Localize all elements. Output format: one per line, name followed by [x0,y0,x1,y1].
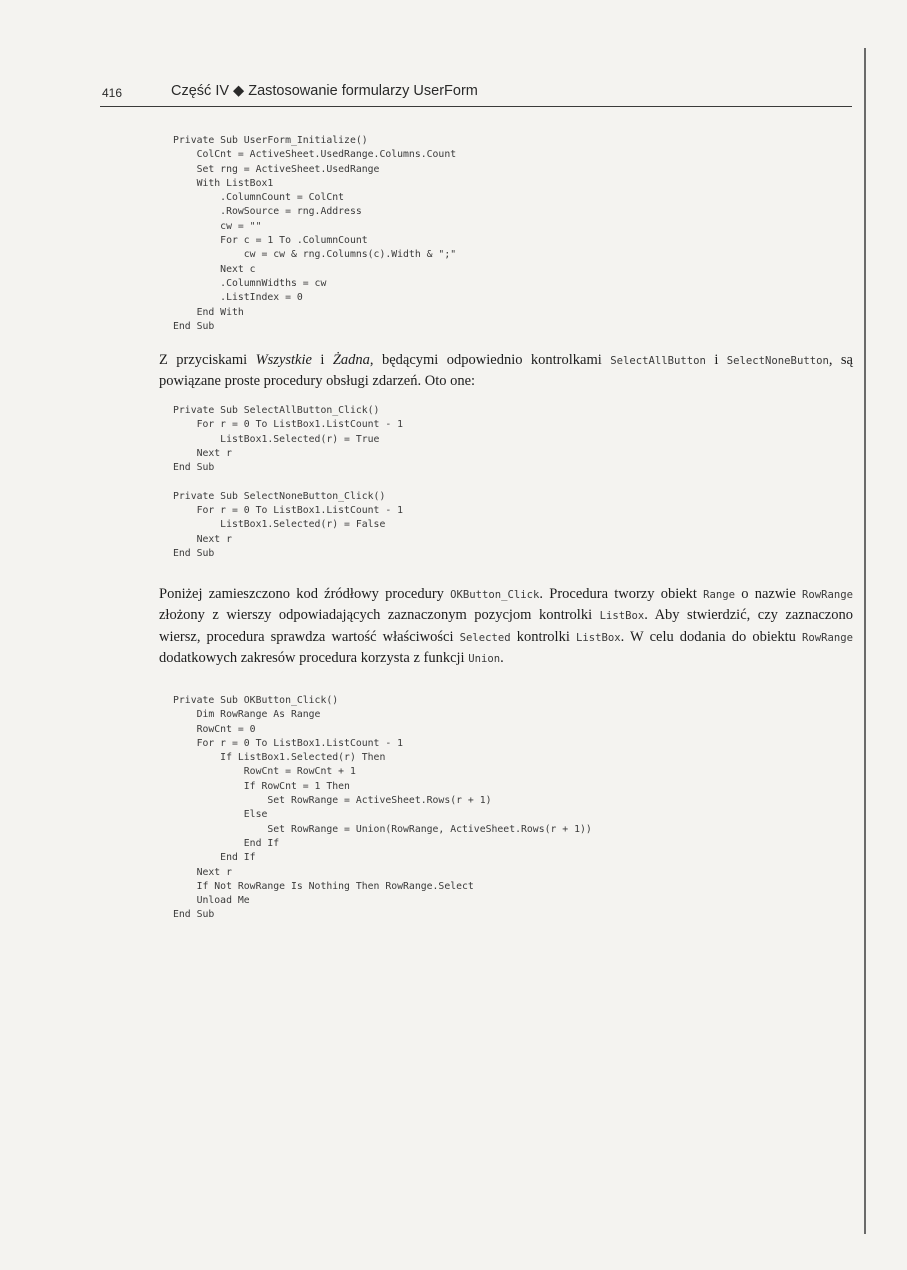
text: Poniżej zamieszczono kod źródłowy procedury [159,586,451,602]
running-header: Część IV ◆ Zastosowanie formularzy UserForm [171,83,478,99]
code-okbutton-click: Private Sub OKButton_Click() Dim RowRange As Range RowCnt = 0 For r = 0 To ListBox1.ListCount - 1 If ListBox1.Selected(r) Then RowCnt = RowCnt + 1 If RowCnt = 1 Then Set RowRange = ActiveSheet.Rows(r + 1) Else Set RowRange = Union(RowRange, ActiveSheet.Rows(r + 1)) End If End If Next r If Not RowRange Is Nothing Then RowRange.Select Unload Me End Sub [173,695,592,921]
text: . W celu dodania do obiektu [620,628,802,645]
code-userform-initialize: Private Sub UserForm_Initialize() ColCnt = ActiveSheet.UsedRange.Columns.Count Set rng = ActiveSheet.UsedRange With ListBox1 .ColumnCount = ColCnt .RowSource = rng.Address cw = "" For c = 1 To .ColumnCount cw = cw & rng.Columns(c).Width & ";" Next c .ColumnWidths = cw .ListIndex = 0 End With End Sub [173,135,457,332]
inline-code: ListBox [575,631,621,644]
text: i [705,352,727,368]
text: , będącymi odpowiednio kontrolkami [369,352,611,368]
inline-code: SelectNoneButton [726,355,829,367]
header-rule [100,106,852,107]
inline-code: RowRange [801,589,853,601]
inline-code: Union [468,653,501,666]
text: i [311,352,333,368]
text: , są powiązane proste procedury obsługi zdarzeń. Oto one: [159,352,853,390]
text: . Aby stwierdzić, czy zaznaczono wiersz, procedura sprawdza wartość właściwości [159,607,853,645]
page-edge-line [864,48,866,1234]
page-number: 416 [102,86,123,100]
inline-code: Range [703,589,736,601]
paragraph-okbutton [159,584,853,670]
text: . [500,650,504,667]
inline-code: Selected [459,631,511,644]
inline-code: ListBox [599,610,645,623]
inline-code: RowRange [801,631,853,644]
text: dodatkowych zakresów procedura korzysta z funkcji [159,650,469,667]
inline-code: OKButton_Click [450,589,540,601]
text: złożony z wierszy odpowiadających zaznaczonym pozycjom kontrolki [159,607,600,624]
text: kontrolki [510,628,576,645]
text: Z przyciskami [159,352,256,368]
text-emphasis: Żadna [332,352,370,368]
inline-code: SelectAllButton [610,355,706,367]
text: . Procedura tworzy obiekt [539,586,704,602]
text: o nazwie [735,586,802,602]
code-select-buttons: Private Sub SelectAllButton_Click() For r = 0 To ListBox1.ListCount - 1 ListBox1.Selected(r) = True Next r End Sub Private Sub SelectNoneButton_Click() For r = 0 To ListBox1.ListCount - 1 ListBox1.Selected(r) = False Next r End Sub [173,405,404,559]
paragraph-buttons [159,350,853,392]
text-emphasis: Wszystkie [255,352,312,368]
